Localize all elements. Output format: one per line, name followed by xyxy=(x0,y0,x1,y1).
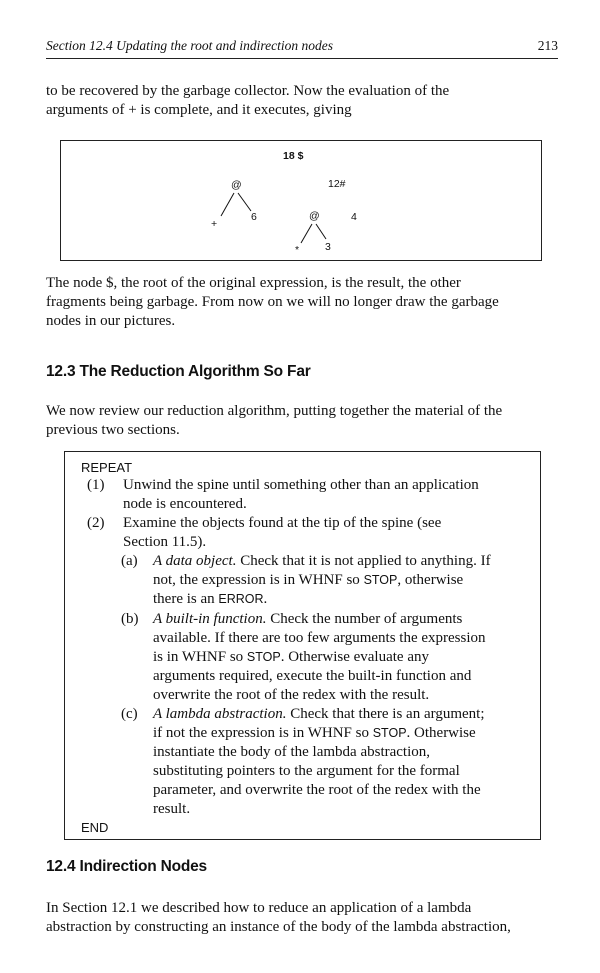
case-c-number: (c) xyxy=(121,706,138,722)
case-a-data-object xyxy=(121,552,521,609)
end-keyword: END xyxy=(81,820,109,835)
running-header xyxy=(46,38,558,59)
stop-keyword: STOP xyxy=(246,650,281,664)
case-b-number: (b) xyxy=(121,611,139,627)
case-c-line-6: result. xyxy=(153,801,191,817)
case-a-title: A data object. xyxy=(153,553,237,569)
section-12-3-heading: 12.3 The Reduction Algorithm So Far xyxy=(46,363,311,380)
leaf-3: 3 xyxy=(325,241,331,253)
intro-line-2: arguments of + is complete, and it executes, giving xyxy=(46,102,352,118)
intro-line-1: to be recovered by the garbage collector. Now the evaluation of the xyxy=(46,83,450,99)
case-b-line-4: arguments required, execute the built-in function and xyxy=(153,668,472,684)
step-2-line-1: Examine the objects found at the tip of the spine (see xyxy=(123,515,442,531)
case-b-line-2: available. If there are too few arguments the expression xyxy=(153,630,486,646)
case-c-line-2: if not the expression is in WHNF so xyxy=(153,725,369,741)
edge-right-fn xyxy=(301,224,312,243)
case-a-line-2-end: , otherwise xyxy=(397,572,464,588)
edge-right-arg xyxy=(316,224,326,239)
case-c-line-2-end: . Otherwise xyxy=(406,725,476,741)
step-2-line-2: Section 11.5). xyxy=(123,534,207,550)
section-12-3-line-1: We now review our reduction algorithm, putting together the material of the xyxy=(46,403,503,419)
leaf-6: 6 xyxy=(251,211,257,223)
case-a-line-1: Check that it is not applied to anything. If xyxy=(240,553,491,569)
case-b-title: A built-in function. xyxy=(153,611,267,627)
app-node-left: @ xyxy=(231,179,242,191)
graph-figure xyxy=(60,140,542,261)
graph-diagram xyxy=(61,141,543,262)
case-b-line-3-end: . Otherwise evaluate any xyxy=(280,649,429,665)
section-12-4-heading: 12.4 Indirection Nodes xyxy=(46,858,207,875)
section-12-3-line-2: previous two sections. xyxy=(46,422,180,438)
edge-left-fn xyxy=(221,193,234,216)
case-b-line-5: overwrite the root of the redex with the result. xyxy=(153,687,430,703)
section-12-4-line-2: abstraction by constructing an instance of the body of the lambda abstraction, xyxy=(46,919,511,935)
case-c-line-3: instantiate the body of the lambda abstraction, xyxy=(153,744,431,760)
leaf-4: 4 xyxy=(351,211,357,223)
step-2-number: (2) xyxy=(87,515,105,531)
root-node-label: 18 $ xyxy=(283,150,304,162)
case-a-number: (a) xyxy=(121,553,138,569)
step-1 xyxy=(87,476,521,514)
case-b-line-3: is in WHNF so xyxy=(153,649,244,665)
leaf-star: * xyxy=(295,244,300,256)
page-number: 213 xyxy=(537,38,558,53)
case-a-line-2: not, the expression is in WHNF so xyxy=(153,572,360,588)
case-c-title: A lambda abstraction. xyxy=(153,706,287,722)
algorithm-box xyxy=(64,451,541,840)
after-figure-line-1: The node $, the root of the original expression, is the result, the other xyxy=(46,275,461,291)
case-c-lambda-abstraction xyxy=(121,705,521,819)
step-1-line-2: node is encountered. xyxy=(123,496,247,512)
stop-keyword: STOP xyxy=(372,726,407,740)
case-a-line-3: there is an xyxy=(153,591,215,607)
running-title: Section 12.4 Updating the root and indirection nodes xyxy=(46,38,333,53)
case-c-line-4: substituting pointers to the argument for the formal xyxy=(153,763,460,779)
case-a-line-3-end: . xyxy=(263,591,268,607)
case-b-built-in-function xyxy=(121,610,521,705)
case-c-line-5: parameter, and overwrite the root of the redex with the xyxy=(153,782,481,798)
after-figure-line-3: nodes in our pictures. xyxy=(46,313,176,329)
edge-left-arg xyxy=(238,193,251,211)
case-b-line-1: Check the number of arguments xyxy=(270,611,463,627)
step-1-number: (1) xyxy=(87,477,105,493)
leaf-plus: + xyxy=(211,218,218,230)
app-node-right: @ xyxy=(309,210,320,222)
stop-keyword: STOP xyxy=(363,573,398,587)
step-2 xyxy=(87,514,521,552)
repeat-keyword: REPEAT xyxy=(81,460,133,475)
error-keyword: ERROR xyxy=(218,592,264,606)
section-12-4-line-1: In Section 12.1 we described how to reduce an application of a lambda xyxy=(46,900,472,916)
step-1-line-1: Unwind the spine until something other than an application xyxy=(123,477,479,493)
node-12-label: 12# xyxy=(328,178,346,190)
after-figure-line-2: fragments being garbage. From now on we will no longer draw the garbage xyxy=(46,294,499,310)
case-c-line-1: Check that there is an argument; xyxy=(290,706,485,722)
